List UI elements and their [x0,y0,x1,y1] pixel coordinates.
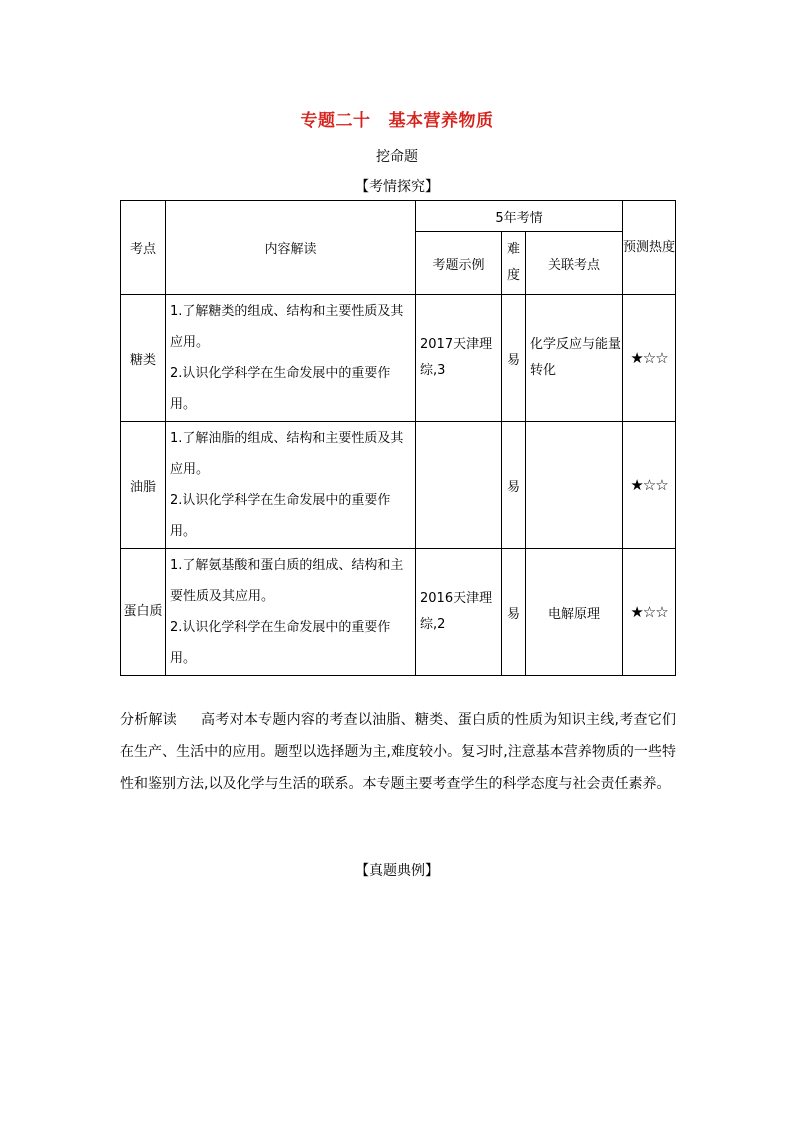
analysis-label: 分析解读 [120,712,178,728]
content-line-1: 1.了解油脂的组成、结构和主要性质及其应用。 [170,431,404,477]
cell-kaodian: 糖类 [121,295,166,422]
cell-content [166,549,416,676]
table-row [121,549,676,676]
cell-stars: ★☆☆ [623,295,676,422]
header-five-year: 5年考情 [416,201,623,232]
cell-stars: ★☆☆ [623,422,676,549]
cell-nandu: 易 [502,422,526,549]
cell-content [166,295,416,422]
header-yuce: 预测热度 [623,201,676,295]
cell-kaodian: 油脂 [121,422,166,549]
cell-kaodian: 蛋白质 [121,549,166,676]
header-shili: 考题示例 [416,232,502,295]
table-row [121,295,676,422]
content-line-1: 1.了解氨基酸和蛋白质的组成、结构和主要性质及其应用。 [170,558,404,604]
table-row [121,422,676,549]
cell-shili: 2016天津理综,2 [416,549,502,676]
cell-stars: ★☆☆ [623,549,676,676]
header-nandu: 难度 [502,232,526,295]
cell-nandu: 易 [502,549,526,676]
header-neirong: 内容解读 [166,201,416,295]
subtitle: 挖命题 [376,149,418,165]
analysis-text: 高考对本专题内容的考查以油脂、糖类、蛋白质的性质为知识主线,考查它们在生产、生活中的应用。题型以选择题为主,难度较小。复习时,注意基本营养物质的一些特性和鉴别方法,以及化学与生活的联系。本专题主要考查学生的科学态度与社会责任素养。 [120,712,677,792]
cell-shili: 2017天津理综,3 [416,295,502,422]
cell-guanlian [526,422,623,549]
cell-shili [416,422,502,549]
cell-content [166,422,416,549]
title-subject: 基本营养物质 [388,111,494,131]
header-kaodian: 考点 [121,201,166,295]
content-line-2: 2.认识化学科学在生命发展中的重要作用。 [170,620,391,666]
section-heading-typical-questions: 【真题典例】 [355,863,439,879]
page-title [0,106,794,131]
content-line-1: 1.了解糖类的组成、结构和主要性质及其应用。 [170,304,404,350]
section-heading-exam-analysis: 【考情探究】 [355,179,439,195]
content-line-2: 2.认识化学科学在生命发展中的重要作用。 [170,366,391,412]
cell-guanlian: 化学反应与能量转化 [526,295,623,422]
exam-analysis-table [120,200,676,676]
title-topic: 专题二十 [300,111,371,131]
cell-nandu: 易 [502,295,526,422]
header-guanlian: 关联考点 [526,232,623,295]
cell-guanlian: 电解原理 [526,549,623,676]
analysis-paragraph [120,704,676,800]
content-line-2: 2.认识化学科学在生命发展中的重要作用。 [170,493,391,539]
